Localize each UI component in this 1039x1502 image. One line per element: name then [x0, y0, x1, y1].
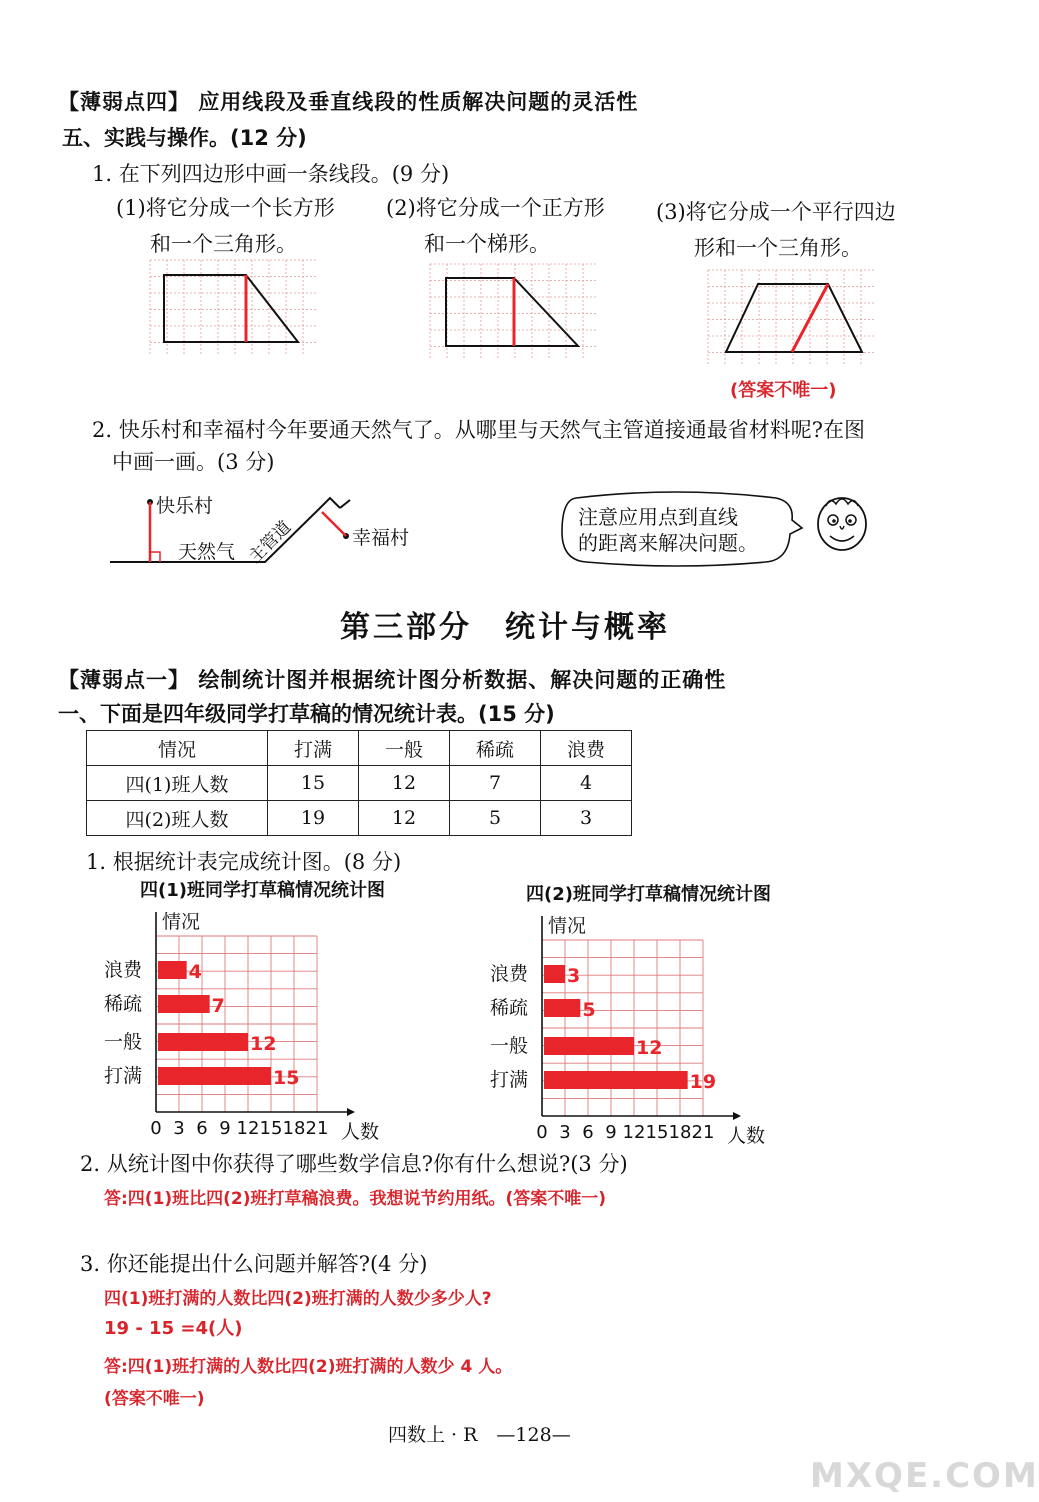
category-label: 一般: [490, 1035, 529, 1057]
pipe-label-1: 天然气: [178, 541, 236, 563]
data-label: 12: [250, 1033, 277, 1055]
x-tick-label: 9: [219, 1118, 231, 1139]
grid-figure-trapezoid-2: [428, 262, 600, 362]
x-tick-label: 12: [622, 1122, 646, 1143]
grid-figure-trapezoid-1: [148, 258, 320, 358]
question-3-answer-line-2: 19 - 15 =4(人): [104, 1318, 243, 1339]
table-cell: 3: [541, 801, 632, 836]
data-label: 15: [273, 1067, 300, 1089]
table-header-cell: 浪费: [541, 731, 632, 766]
question-2-line2: 中画一画。(3 分): [112, 450, 275, 474]
category-label: 打满: [490, 1069, 529, 1091]
table-header-cell: 一般: [359, 731, 450, 766]
table-cell: 四(1)班人数: [87, 766, 268, 801]
bubble-line-2: 的距离来解决问题。: [578, 531, 758, 555]
x-tick-label: 21: [691, 1122, 715, 1143]
section-1-title: 一、下面是四年级同学打草稿的情况统计表。(15 分): [58, 702, 555, 726]
x-tick-label: 9: [605, 1122, 617, 1143]
category-label: 稀疏: [104, 993, 143, 1015]
table-row: [87, 766, 632, 801]
x-tick-label: 3: [559, 1122, 571, 1143]
x-tick-label: 15: [645, 1122, 669, 1143]
weak-point-text: 应用线段及垂直线段的性质解决问题的灵活性: [198, 90, 639, 114]
watermark-text: MXQE.COM: [810, 1456, 1039, 1496]
table-header-row: [87, 731, 632, 766]
x-tick-label: 0: [536, 1122, 548, 1143]
part-1-line2: 和一个三角形。: [150, 232, 297, 256]
x-tick-label: 3: [173, 1118, 185, 1139]
question-3-answer-line-4: (答案不唯一): [104, 1389, 205, 1409]
data-label: 19: [689, 1071, 717, 1093]
bar: [158, 1067, 271, 1085]
x-tick-label: 18: [668, 1122, 692, 1143]
table-cell: 4: [541, 766, 632, 801]
table-header-cell: 打满: [268, 731, 359, 766]
question-1-chart-title: 1. 根据统计表完成统计图。(8 分): [86, 850, 402, 874]
x-tick-label: 12: [236, 1118, 260, 1139]
question-1-title: 1. 在下列四边形中画一条线段。(9 分): [92, 162, 450, 186]
x-axis-arrow: [347, 1108, 355, 1116]
weak-point-tag: 【薄弱点四】: [58, 90, 190, 114]
table-cell: 5: [450, 801, 541, 836]
part-3-line1: (3)将它分成一个平行四边: [656, 200, 896, 224]
x-tick-label: 21: [305, 1118, 329, 1139]
weak-point-header: [58, 86, 638, 116]
cartoon-face-icon: [810, 492, 874, 554]
x-tick-label: 6: [582, 1122, 594, 1143]
speech-bubble: [556, 490, 806, 570]
question-2-line1: 2. 快乐村和幸福村今年要通天然气了。从哪里与天然气主管道接通最省材料呢?在图: [92, 418, 865, 442]
x-axis-arrow: [733, 1112, 741, 1120]
page-footer: 四数上 · R —128—: [388, 1424, 571, 1446]
table-row: [87, 801, 632, 836]
village-2-label: 幸福村: [352, 527, 410, 549]
category-label: 浪费: [104, 959, 143, 981]
bubble-line-1: 注意应用点到直线: [578, 505, 738, 529]
part-3-title: 第三部分 统计与概率: [340, 610, 670, 645]
data-label: 12: [636, 1037, 663, 1059]
weak-point-header-2: [58, 664, 726, 694]
question-3-title: 3. 你还能提出什么问题并解答?(4 分): [80, 1252, 428, 1276]
answer-line-2: [322, 512, 346, 536]
table-cell: 12: [359, 766, 450, 801]
table-cell: 四(2)班人数: [87, 801, 268, 836]
bar: [544, 965, 565, 983]
chart-title: 四(2)班同学打草稿情况统计图: [526, 884, 771, 905]
pipe-label-2: 主管道: [245, 517, 296, 568]
x-tick-label: 6: [196, 1118, 208, 1139]
part-2-line1: (2)将它分成一个正方形: [386, 196, 605, 220]
category-label: 稀疏: [490, 997, 529, 1019]
category-label: 浪费: [490, 963, 529, 985]
chart-title: 四(1)班同学打草稿情况统计图: [140, 880, 385, 901]
bar: [158, 995, 210, 1013]
x-tick-label: 15: [259, 1118, 283, 1139]
statistics-table: [86, 730, 632, 836]
table-cell: 15: [268, 766, 359, 801]
part-3-line2: 形和一个三角形。: [694, 236, 862, 260]
bar: [544, 999, 580, 1017]
bar: [158, 961, 187, 979]
bar: [158, 1033, 248, 1051]
question-2-answer: 答:四(1)班比四(2)班打草稿浪费。我想说节约用纸。(答案不唯一): [104, 1189, 607, 1209]
table-cell: 7: [450, 766, 541, 801]
table-cell: 12: [359, 801, 450, 836]
table-header-cell: 情况: [87, 731, 268, 766]
data-label: 5: [582, 999, 596, 1021]
y-axis-label: 情况: [548, 915, 587, 937]
x-tick-label: 0: [150, 1118, 162, 1139]
question-2-info-title: 2. 从统计图中你获得了哪些数学信息?你有什么想说?(3 分): [80, 1152, 628, 1176]
village-1-label: 快乐村: [156, 495, 214, 517]
question-3-answer-line-1: 四(1)班打满的人数比四(2)班打满的人数少多少人?: [104, 1289, 492, 1309]
bar: [544, 1071, 688, 1089]
chart-class-1: [100, 876, 480, 1143]
weak-point-text: 绘制统计图并根据统计图分析数据、解决问题的正确性: [198, 668, 727, 692]
x-tick-label: 18: [282, 1118, 306, 1139]
part-2-line2: 和一个梯形。: [424, 232, 550, 256]
part-1-line1: (1)将它分成一个长方形: [116, 196, 335, 220]
data-label: 4: [188, 961, 202, 983]
category-label: 打满: [104, 1065, 143, 1087]
table-header-cell: 稀疏: [450, 731, 541, 766]
y-axis-label: 情况: [162, 911, 201, 933]
data-label: 3: [567, 965, 581, 987]
category-label: 一般: [104, 1031, 143, 1053]
weak-point-tag: 【薄弱点一】: [58, 668, 190, 692]
x-axis-label: 人数: [727, 1125, 766, 1147]
section-5-title: 五、实践与操作。(12 分): [62, 126, 307, 150]
answer-note: (答案不唯一): [730, 380, 837, 401]
chart-class-2: [486, 880, 866, 1147]
bar: [544, 1037, 634, 1055]
question-3-answer-line-3: 答:四(1)班打满的人数比四(2)班打满的人数少 4 人。: [104, 1357, 513, 1377]
data-label: 7: [211, 995, 225, 1017]
x-axis-label: 人数: [341, 1121, 380, 1143]
pipe-diagram: [100, 484, 460, 574]
table-cell: 19: [268, 801, 359, 836]
grid-figure-trapezoid-3: [706, 268, 878, 368]
